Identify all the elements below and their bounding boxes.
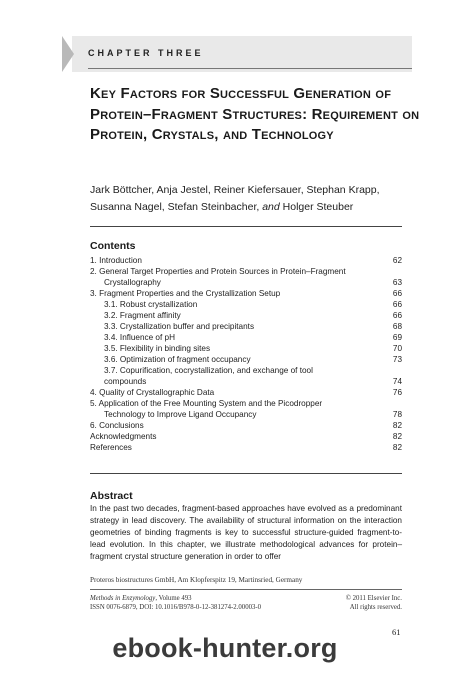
watermark: ebook-hunter.org <box>112 633 338 663</box>
abstract-text: In the past two decades, fragment-based approaches have evolved as a predominant strategy in lead discovery. The availability of structural information on the interaction geometries of binding fragments is key to successful structure-guided fragment-to-lead evolution. In this chapter, we illustrate methodological advances for protein–fragment crystal structure generation in order to offer <box>90 504 402 561</box>
footer-divider <box>90 589 402 590</box>
toc-entry <box>90 409 402 420</box>
toc-entry-title: Crystallography <box>104 278 161 287</box>
affiliation: Proteros biostructures GmbH, Am Klopferspitz 19, Martinsried, Germany <box>90 576 303 584</box>
toc-entry <box>90 299 402 310</box>
toc-entry-title: References <box>90 443 132 452</box>
toc-entry <box>90 266 402 277</box>
toc-entry-page: 82 <box>392 443 402 452</box>
toc-entry-title: 3.5. Flexibility in binding sites <box>104 344 211 353</box>
toc-entry-page: 66 <box>392 311 402 320</box>
toc-entry <box>90 255 402 266</box>
toc-entry-page: 82 <box>392 432 402 441</box>
toc-entry-title: 3. Fragment Properties and the Crystallization Setup <box>90 289 281 298</box>
author-line-2 <box>90 199 420 216</box>
rights: All rights reserved. <box>349 604 402 611</box>
toc-entry <box>90 288 402 299</box>
toc-entry-page: 70 <box>392 344 402 353</box>
toc-entry-title: 3.6. Optimization of fragment occupancy <box>104 355 251 364</box>
toc-entry-page: 74 <box>392 377 402 386</box>
toc-entry-title: 3.4. Influence of pH <box>104 333 176 342</box>
toc-entry <box>90 321 402 332</box>
footer-line-1 <box>90 595 402 602</box>
toc-entry-page: 62 <box>392 256 402 265</box>
chapter-label: CHAPTER THREE <box>88 48 204 58</box>
toc-entry <box>90 442 402 453</box>
abstract-heading: Abstract <box>90 490 133 502</box>
contents-divider <box>90 473 402 474</box>
footer-line-2 <box>90 604 402 611</box>
page-number: 61 <box>392 627 401 637</box>
toc-entry-title: 3.7. Copurification, cocrystallization, and exchange of tool <box>104 366 313 375</box>
toc-entry <box>90 387 402 398</box>
toc-entry-page: 76 <box>392 388 402 397</box>
author-line-1: Jark Böttcher, Anja Jestel, Reiner Kiefersauer, Stephan Krapp, <box>90 184 380 196</box>
toc-entry <box>90 431 402 442</box>
toc-entry-title: 3.2. Fragment affinity <box>104 311 181 320</box>
author-and: and <box>262 201 280 213</box>
toc-entry-page: 73 <box>392 355 402 364</box>
toc-entry <box>90 310 402 321</box>
toc-entry-page: 63 <box>392 278 402 287</box>
chapter-header <box>62 36 412 76</box>
toc-entry <box>90 354 402 365</box>
toc-entry-page: 82 <box>392 421 402 430</box>
chapter-rule <box>88 68 412 69</box>
toc-entry-title: 1. Introduction <box>90 256 142 265</box>
toc-entry <box>90 376 402 387</box>
author-line-2-start: Susanna Nagel, Stefan Steinbacher, <box>90 201 263 213</box>
toc-entry <box>90 365 402 376</box>
toc-entry-title: 3.1. Robust crystallization <box>104 300 198 309</box>
toc-entry <box>90 420 402 431</box>
chapter-title: Key Factors for Successful Generation of Protein–Fragment Structures: Requirement on Protein, Crystals, and Technology <box>90 85 420 143</box>
toc-entry-title: 2. General Target Properties and Protein Sources in Protein–Fragment <box>90 267 346 276</box>
copyright: © 2011 Elsevier Inc. <box>345 595 402 602</box>
toc-entry-title: 3.3. Crystallization buffer and precipitants <box>104 322 255 331</box>
journal-citation <box>90 595 192 602</box>
toc-entry-page: 78 <box>392 410 402 419</box>
toc-entry-title: 5. Application of the Free Mounting System and the Picodropper <box>90 399 323 408</box>
table-of-contents <box>90 255 402 453</box>
toc-entry <box>90 332 402 343</box>
contents-heading: Contents <box>90 240 136 252</box>
toc-entry <box>90 277 402 288</box>
toc-entry <box>90 343 402 354</box>
journal-name: Methods in Enzymology <box>90 595 156 602</box>
author-list <box>90 182 420 216</box>
journal-volume: , Volume 493 <box>155 595 192 602</box>
toc-entry-page: 66 <box>392 300 402 309</box>
toc-entry-title: 6. Conclusions <box>90 421 144 430</box>
toc-entry-page: 66 <box>392 289 402 298</box>
title-divider <box>90 226 402 227</box>
toc-entry-title: Technology to Improve Ligand Occupancy <box>104 410 257 419</box>
author-line-2-end: Holger Steuber <box>279 201 354 213</box>
issn-doi: ISSN 0076-6879, DOI: 10.1016/B978-0-12-381274-2.00003-0 <box>90 604 262 611</box>
toc-entry-title: 4. Quality of Crystallographic Data <box>90 388 215 397</box>
toc-entry <box>90 398 402 409</box>
toc-entry-page: 69 <box>392 333 402 342</box>
chapter-band-arrow <box>62 36 74 72</box>
toc-entry-page: 68 <box>392 322 402 331</box>
toc-entry-title: Acknowledgments <box>90 432 157 441</box>
toc-entry-title: compounds <box>104 377 147 386</box>
